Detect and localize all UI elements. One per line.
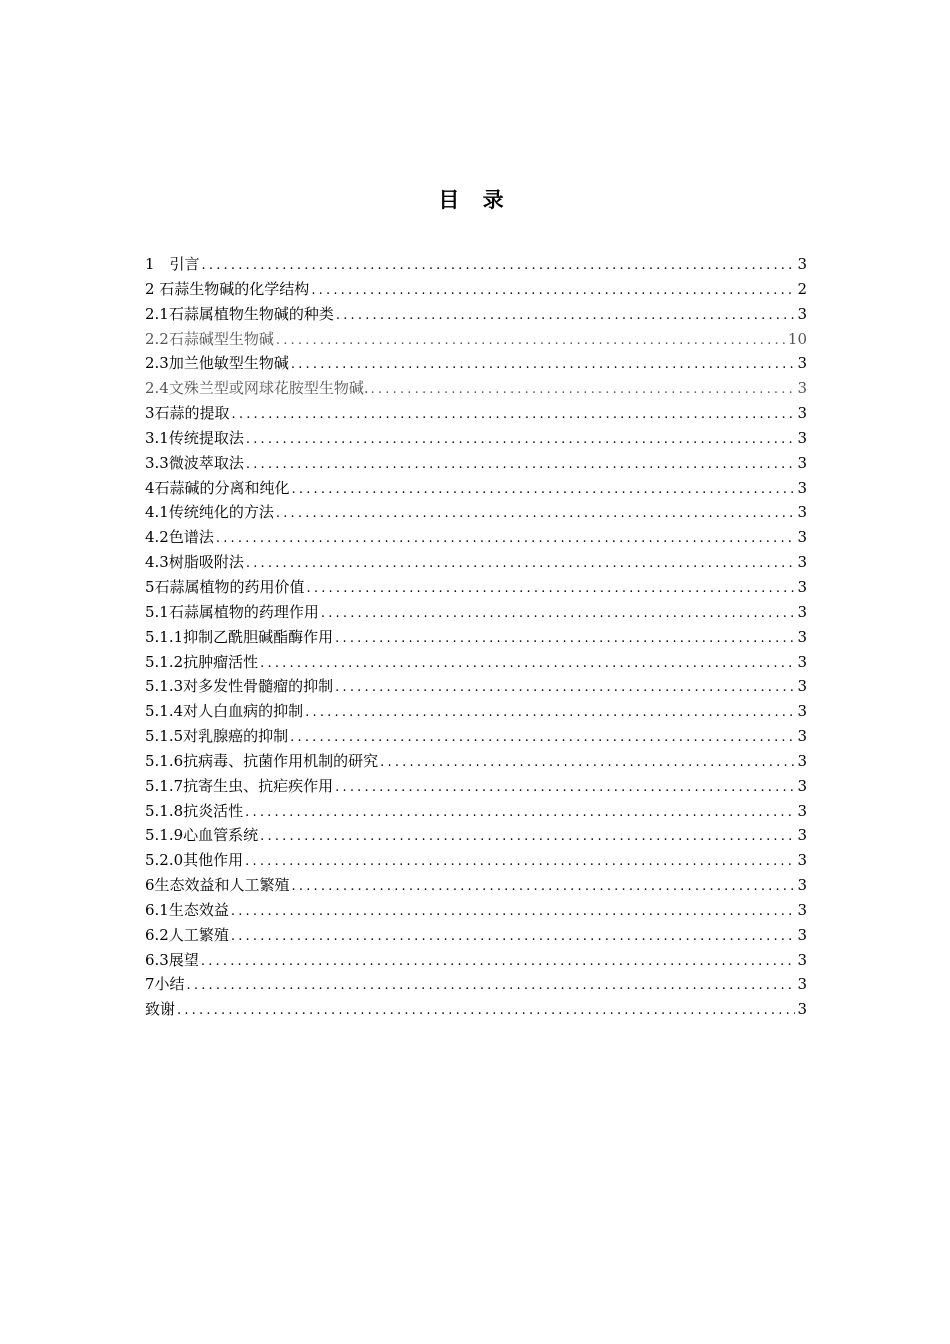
toc-entry-page-number: 3	[797, 677, 807, 696]
toc-entry[interactable]	[145, 799, 807, 824]
toc-entry-label: 致谢	[145, 1000, 176, 1019]
toc-entry[interactable]	[145, 848, 807, 873]
toc-entry[interactable]	[145, 451, 807, 476]
toc-entry[interactable]	[145, 252, 807, 277]
toc-entry-page-number: 3	[797, 453, 807, 472]
toc-dot-leader	[335, 676, 795, 699]
toc-entry-label: 3.3微波萃取法	[145, 453, 244, 472]
toc-entry[interactable]	[145, 699, 807, 724]
toc-dot-leader	[290, 726, 795, 749]
toc-dot-leader	[245, 801, 795, 824]
toc-entry-label: 2.2石蒜碱型生物碱	[145, 329, 274, 348]
toc-dot-leader	[371, 378, 796, 401]
toc-entry-label: 4石蒜碱的分离和纯化	[145, 478, 290, 497]
toc-entry[interactable]	[145, 724, 807, 749]
toc-entry-page-number: 2	[797, 279, 807, 298]
toc-entry[interactable]	[145, 525, 807, 550]
toc-dot-leader	[307, 577, 796, 600]
toc-entry[interactable]	[145, 972, 807, 997]
toc-entry-label: 6.2人工繁殖	[145, 925, 229, 944]
toc-dot-leader	[177, 999, 795, 1022]
toc-entry-page-number: 3	[797, 900, 807, 919]
toc-dot-leader	[276, 502, 796, 525]
toc-entry-page-number: 3	[797, 1000, 807, 1019]
toc-entry[interactable]	[145, 351, 807, 376]
toc-entry-page-number: 3	[797, 826, 807, 845]
toc-entry-page-number: 3	[797, 553, 807, 572]
toc-entry[interactable]	[145, 823, 807, 848]
toc-entry-page-number: 3	[797, 925, 807, 944]
toc-entry-label: 3石蒜的提取	[145, 404, 230, 423]
toc-entry-page-number: 3	[797, 428, 807, 447]
toc-entry-label: 4.2色谱法	[145, 528, 214, 547]
toc-entry[interactable]	[145, 476, 807, 501]
toc-entry-label: 5.1.6抗病毒、抗菌作用机制的研究	[145, 751, 379, 770]
toc-entry-label: 5.1.7抗寄生虫、抗疟疾作用	[145, 776, 334, 795]
toc-entry-label: 3.1传统提取法	[145, 428, 244, 447]
toc-entry[interactable]	[145, 625, 807, 650]
toc-entry-page-number: 3	[797, 255, 807, 273]
toc-entry-label: 5.1.3对多发性骨髓瘤的抑制	[145, 677, 334, 696]
toc-dot-leader	[321, 602, 796, 625]
toc-entry-label: 2 石蒜生物碱的化学结构	[145, 279, 310, 298]
toc-entry-page-number: 3	[797, 577, 807, 596]
toc-entry-label: 5石蒜属植物的药用价值	[145, 577, 305, 596]
toc-entry-label: 5.1.2抗肿瘤活性	[145, 652, 259, 671]
toc-entry-label: 5.1.9心血管系统	[145, 826, 259, 845]
toc-entry[interactable]	[145, 500, 807, 525]
toc-entry-label: 2.4文殊兰型或网球花胺型生物碱.	[145, 379, 369, 398]
toc-entry[interactable]	[145, 873, 807, 898]
toc-dot-leader	[335, 627, 795, 650]
toc-entry-label: 5.1.8抗炎活性	[145, 801, 244, 820]
toc-entry-label: 5.1.1抑制乙酰胆碱酯酶作用	[145, 627, 334, 646]
toc-entry-page-number: 3	[797, 304, 807, 323]
toc-entry-label: 4.3树脂吸附法	[145, 553, 244, 572]
toc-title: 目 录	[438, 188, 512, 212]
toc-dot-leader	[292, 478, 796, 501]
toc-entry[interactable]	[145, 302, 807, 327]
toc-dot-leader	[335, 776, 795, 799]
toc-entry[interactable]	[145, 774, 807, 799]
toc-dot-leader	[305, 701, 795, 724]
toc-entry-page-number: 3	[797, 354, 807, 373]
toc-entry-page-number: 3	[797, 478, 807, 497]
toc-dot-leader	[260, 652, 795, 675]
toc-entry-label: 6生态效益和人工繁殖	[145, 876, 290, 895]
toc-entry-page-number: 3	[797, 652, 807, 671]
toc-entry[interactable]	[145, 674, 807, 699]
toc-entry[interactable]	[145, 749, 807, 774]
toc-entry-page-number: 3	[797, 751, 807, 770]
toc-dot-leader	[276, 329, 786, 352]
toc-dot-leader	[246, 453, 796, 476]
toc-entry[interactable]	[145, 997, 807, 1022]
toc-entry-label: 6.3展望	[145, 950, 199, 969]
toc-dot-leader	[201, 950, 796, 973]
toc-dot-leader	[336, 304, 796, 327]
toc-dot-leader	[260, 825, 795, 848]
toc-entry-page-number: 3	[797, 776, 807, 795]
toc-entry-page-number: 3	[797, 702, 807, 721]
toc-entry-page-number: 3	[797, 404, 807, 423]
toc-entry-page-number: 3	[797, 379, 807, 398]
toc-entry-page-number: 3	[797, 627, 807, 646]
toc-entry-page-number: 3	[797, 975, 807, 994]
toc-entry-label: 5.1.5对乳腺癌的抑制	[145, 727, 289, 746]
toc-dot-leader	[380, 751, 795, 774]
toc-dot-leader	[202, 254, 796, 277]
toc-entry[interactable]	[145, 426, 807, 451]
toc-entry-page-number: 3	[797, 950, 807, 969]
toc-dot-leader	[216, 527, 796, 550]
toc-entry[interactable]	[145, 923, 807, 948]
toc-dot-leader	[245, 850, 795, 873]
toc-entry-page-number: 3	[797, 801, 807, 820]
toc-dot-leader	[246, 428, 796, 451]
toc-dot-leader	[232, 403, 796, 426]
toc-dot-leader	[231, 925, 796, 948]
toc-dot-leader	[292, 875, 796, 898]
toc-entry[interactable]	[145, 575, 807, 600]
toc-entry-page-number: 3	[797, 528, 807, 547]
toc-entry-label: 4.1传统纯化的方法	[145, 503, 274, 522]
toc-entry-label: 5.2.0其他作用	[145, 851, 244, 870]
toc-entry[interactable]	[145, 401, 807, 426]
toc-entry-page-number: 3	[797, 727, 807, 746]
toc-dot-leader	[187, 974, 796, 997]
toc-entry-label: 5.1石蒜属植物的药理作用	[145, 602, 319, 621]
toc-entry-page-number: 3	[797, 876, 807, 895]
toc-entry-label: 5.1.4对人白血病的抑制	[145, 702, 304, 721]
toc-entry-label: 7小结	[145, 975, 185, 994]
toc-dot-leader	[231, 900, 796, 923]
toc-dot-leader	[311, 279, 795, 302]
toc-entry-page-number: 10	[787, 329, 807, 348]
toc-entry[interactable]	[145, 550, 807, 575]
toc-list	[145, 252, 807, 1022]
toc-entry[interactable]	[145, 327, 807, 352]
toc-entry[interactable]	[145, 948, 807, 973]
toc-entry[interactable]	[145, 600, 807, 625]
toc-entry[interactable]	[145, 650, 807, 675]
toc-entry-page-number: 3	[797, 602, 807, 621]
toc-entry-label: 2.1石蒜属植物生物碱的种类	[145, 304, 334, 323]
toc-entry-label: 6.1生态效益	[145, 900, 229, 919]
toc-entry-page-number: 3	[797, 851, 807, 870]
toc-entry[interactable]	[145, 376, 807, 401]
toc-entry[interactable]	[145, 277, 807, 302]
toc-dot-leader	[246, 552, 796, 575]
toc-entry[interactable]	[145, 898, 807, 923]
toc-entry-page-number: 3	[797, 503, 807, 522]
toc-entry-label: 2.3加兰他敏型生物碱	[145, 354, 289, 373]
toc-dot-leader	[291, 353, 796, 376]
toc-entry-label: 1 引言	[145, 255, 200, 273]
